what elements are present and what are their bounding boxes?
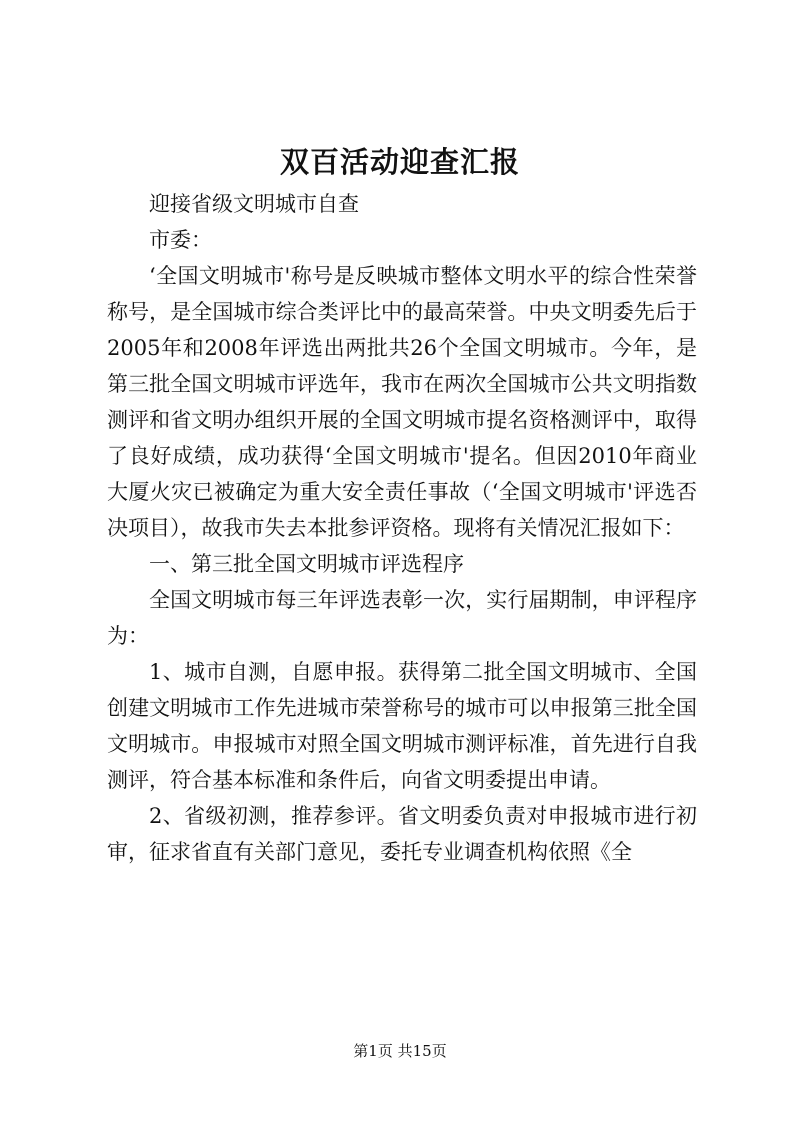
paragraph-section-heading: 一、第三批全国文明城市评选程序: [149, 552, 464, 576]
paragraph-step-1: 1、城市自测，自愿申报。获得第二批全国文明城市、全国创建文明城市工作先进城市荣誉称号的城市可以申报第三批全国文明城市。申报城市对照全国文明城市测评标准，首先进行自我测评，符合基本标准和条件后，向省文明委提出申请。: [107, 660, 697, 792]
document-title: 双百活动迎查汇报: [279, 145, 520, 179]
paragraph-step-2: 2、省级初测，推荐参评。省文明委负责对申报城市进行初审，征求省直有关部门意见，委托专业调查机构依照《全: [107, 804, 697, 864]
document-body: [107, 186, 697, 870]
page-footer: 第1页 共15页: [353, 1042, 447, 1060]
paragraph-subtitle: 迎接省级文明城市自查: [149, 192, 359, 216]
paragraph-intro: ‘全国文明城市'称号是反映城市整体文明水平的综合性荣誉称号，是全国城市综合类评比中的最高荣誉。中央文明委先后于2005年和2008年评选出两批共26个全国文明城市。今年，是第三批全国文明城市评选年，我市在两次全国城市公共文明指数测评和省文明办组织开展的全国文明城市提名资格测评中，取得了良好成绩，成功获得‘全国文明城市'提名。但因2010年商业大厦火灾已被确定为重大安全责任事故（‘全国文明城市'评选否决项目），故我市失去本批参评资格。现将有关情况汇报如下：: [107, 264, 697, 540]
paragraph-procedure-intro: 全国文明城市每三年评选表彰一次，实行届期制，申评程序为：: [107, 588, 697, 648]
paragraph-salutation: 市委：: [149, 228, 212, 252]
